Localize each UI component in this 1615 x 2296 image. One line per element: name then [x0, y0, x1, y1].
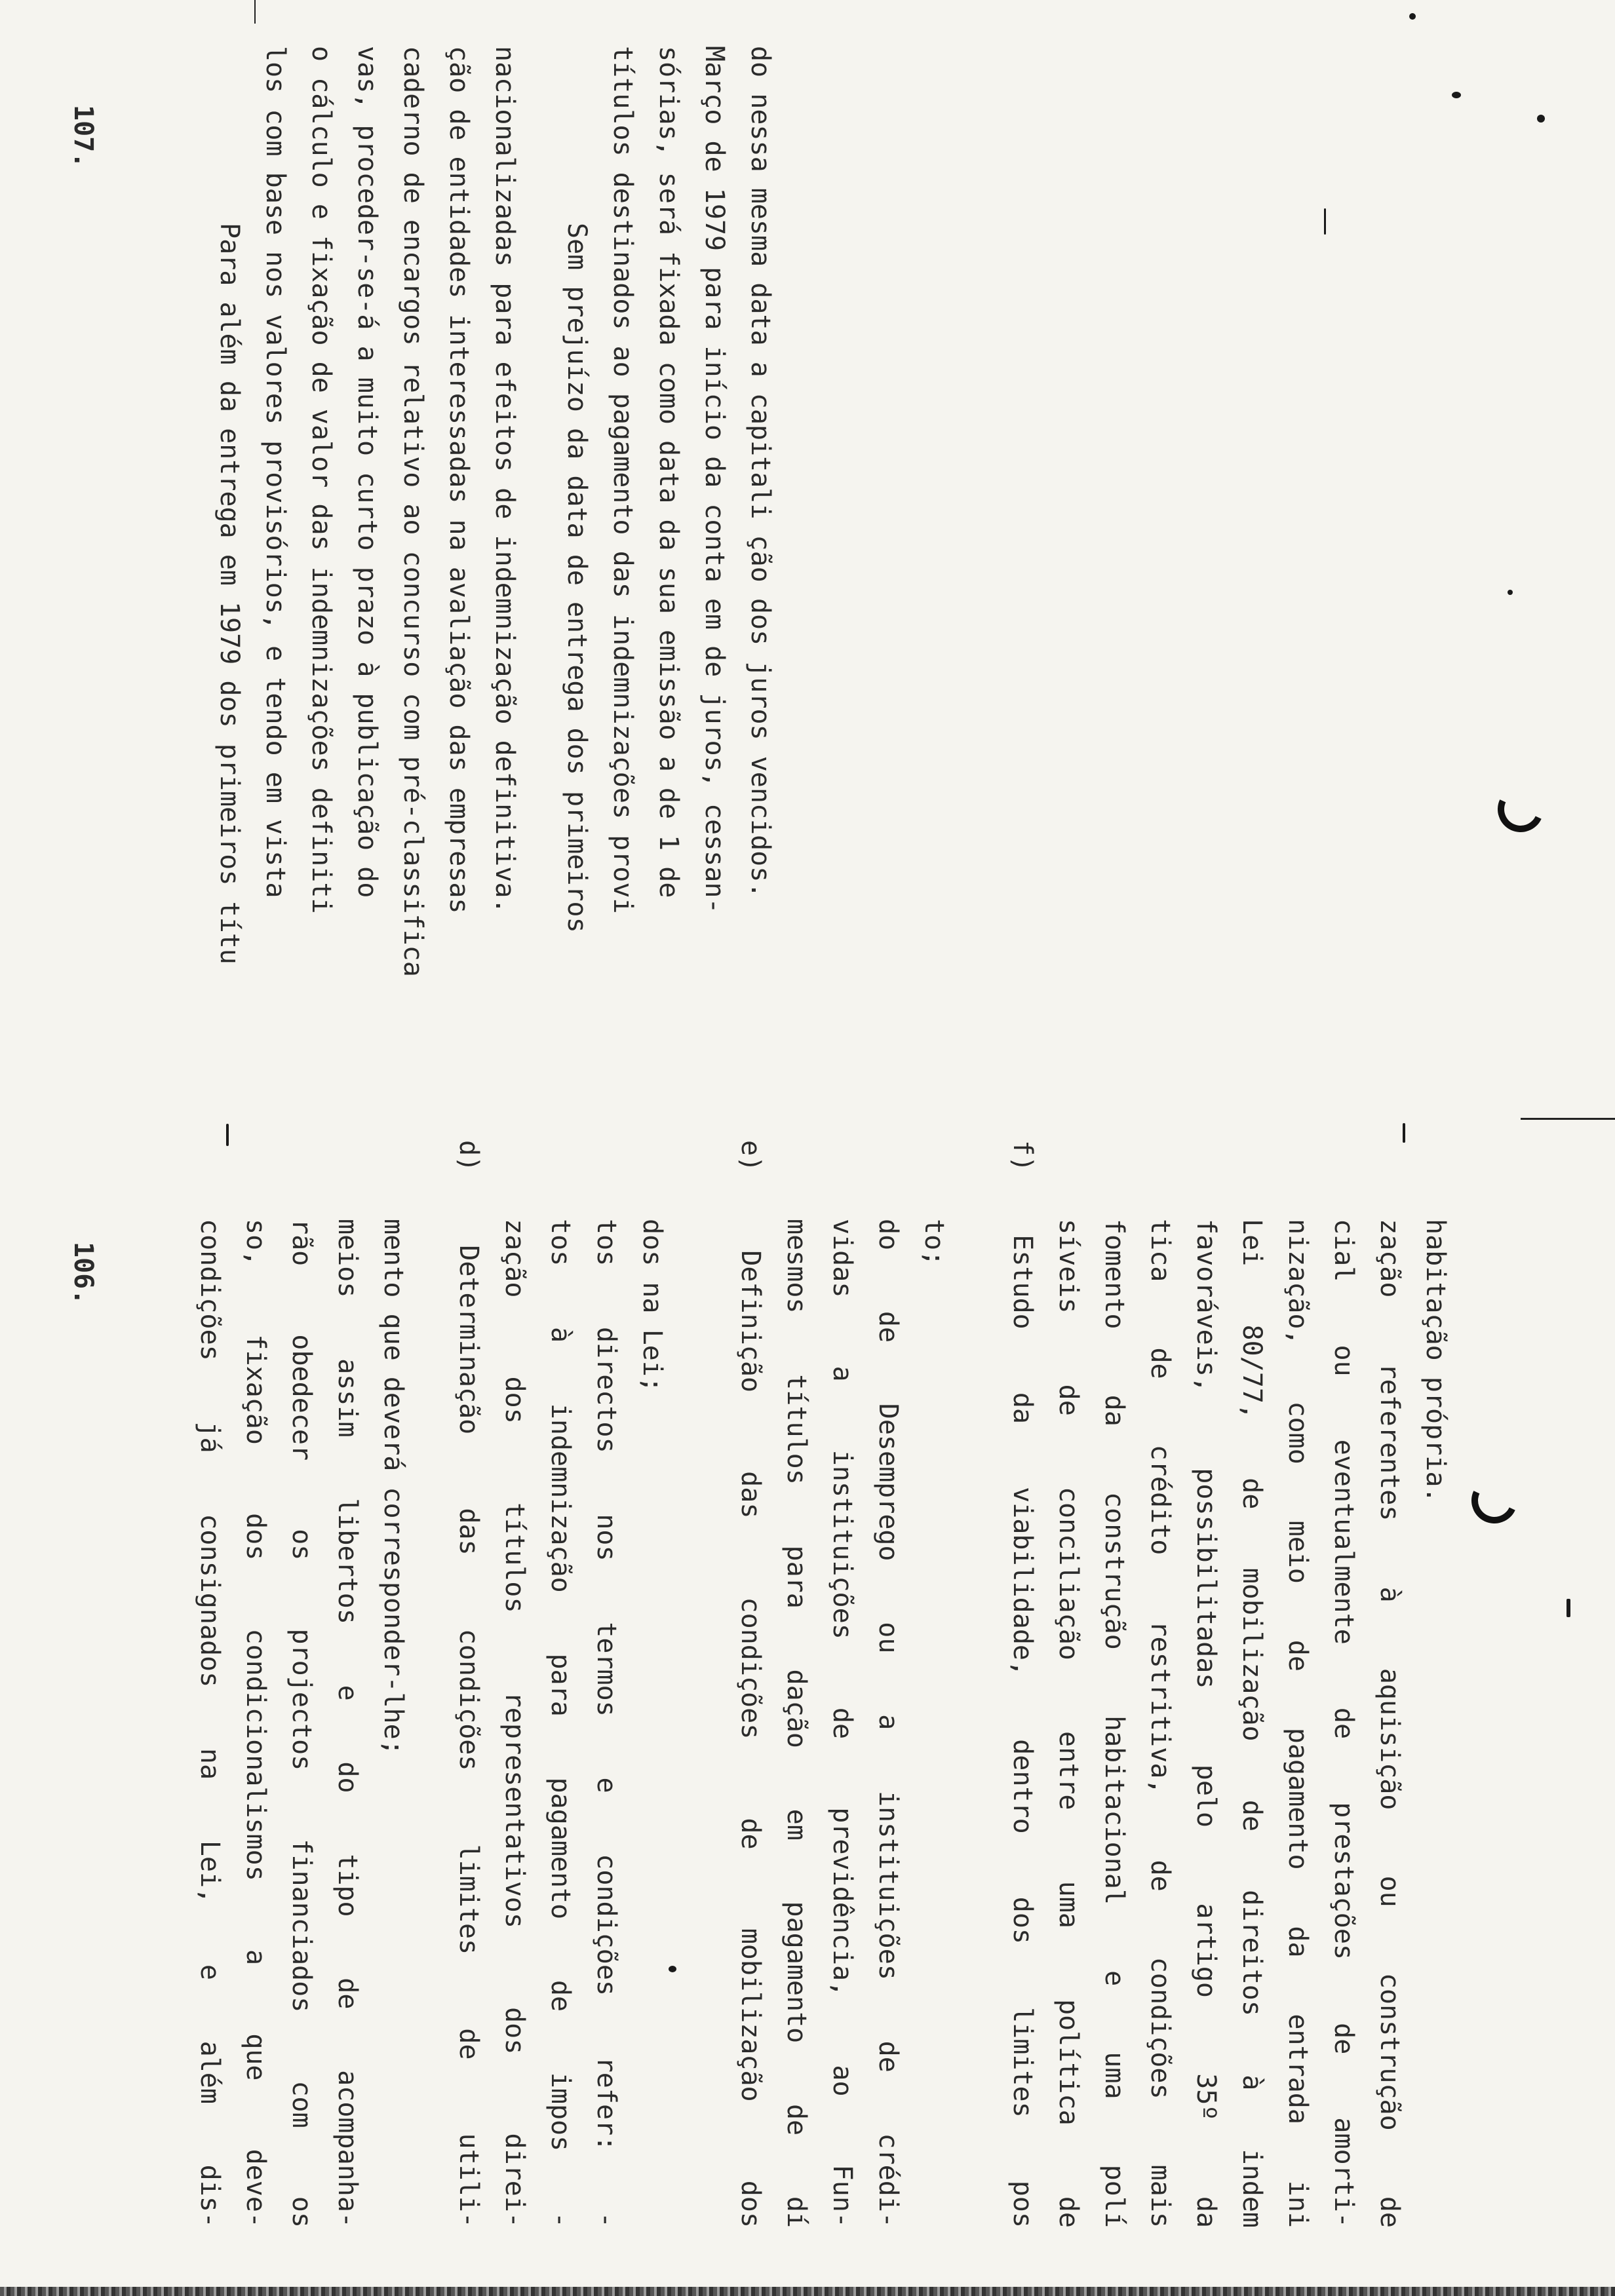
item-d-line: dos na Lei;	[637, 1219, 667, 1392]
text-line: nacionalizadas para efeitos de indemnização definitiva.	[490, 46, 520, 914]
text-line: o cálculo e fixação de valor das indemnizações definiti	[306, 46, 336, 914]
item-d-line: tos directos nos termos e condições refer: -	[591, 1219, 621, 2228]
text-line: do nessa mesma data a capitali ção dos juros vencidos.	[745, 46, 775, 898]
text-line: caderno de encargos relativo ao concurso com pré-classifica	[398, 46, 428, 977]
item-e-line: vidas a instituições de previdência, ao Fun-	[827, 1219, 857, 2228]
text-line: meios assim libertos e do tipo de acompanha-	[332, 1219, 362, 2228]
text-line: los com base nos valores provisórios, e tendo em vista	[260, 46, 290, 898]
item-d-line: d) Determinação das condições limites de utili-	[454, 1140, 484, 2228]
text-line: Sem prejuízo da data de entrega dos primeiros	[562, 223, 592, 933]
dust-speck	[669, 1966, 676, 1972]
dust-speck	[1537, 115, 1545, 123]
page-number-106: 106.	[68, 1242, 98, 1305]
text-line: títulos destinados ao pagamento das indemnizações provi	[608, 46, 638, 914]
item-e-line: mesmos títulos para dação em pagamento de dí	[781, 1219, 811, 2228]
text-line: Março de 1979 para início da conta em de juros, cessan-	[699, 46, 730, 914]
item-e-line: do de Desemprego ou a instituições de crédi-	[873, 1219, 903, 2228]
item-f-line: tica de crédito restritiva, de condições mais	[1145, 1219, 1175, 2228]
dust-speck	[1324, 208, 1326, 235]
text-line: ção de entidades interessadas na avaliação das empresas	[444, 46, 474, 914]
text-line: mento que deverá corresponder-lhe;	[378, 1219, 408, 1755]
text-line: vas, proceder-se-á a muito curto prazo à publicação do	[352, 46, 382, 898]
text-line: condições já consignados na Lei, e além dis-	[195, 1219, 225, 2228]
item-f-line: Lei 80/77, de mobilização de direitos à indem	[1237, 1219, 1267, 2228]
text-line: Para além da entrega em 1979 dos primeiros títu	[214, 223, 244, 965]
page-number-107: 107.	[68, 105, 98, 168]
item-f-line: favoráveis, possibilitadas pelo artigo 35º da	[1191, 1219, 1221, 2228]
item-f-line: habitação própria.	[1420, 1219, 1450, 1503]
item-e-line: to;	[919, 1219, 949, 1267]
left-page-text	[0, 1219, 408, 2228]
right-page-paragraph-2	[334, 46, 775, 977]
dust-speck	[1566, 1599, 1570, 1617]
item-d	[226, 1140, 667, 2228]
punch-hole-mark	[1465, 1471, 1524, 1530]
text-line: sórias, será fixada como data da sua emissão a de 1 de	[653, 46, 684, 898]
dust-speck	[1409, 13, 1416, 20]
punch-hole-mark	[1491, 780, 1550, 839]
dust-speck	[1452, 92, 1461, 98]
right-page-paragraph-1	[0, 46, 520, 977]
item-f-line: f) Estudo da viabilidade, dentro dos limites pos	[1007, 1140, 1038, 2228]
fold-line	[1521, 1118, 1615, 1120]
text-line: so, fixação dos condicionalismos a que deve-	[241, 1219, 271, 2228]
item-f-line: nização, como meio de pagamento da entrada ini	[1283, 1219, 1313, 2228]
item-d-line: zação dos títulos representativos dos direi-	[499, 1219, 530, 2228]
dust-speck	[1403, 1123, 1405, 1143]
item-f-line: zação referentes à aquisição ou construção de	[1374, 1219, 1405, 2228]
item-f-line: fomento da construção habitacional e uma polí	[1099, 1219, 1129, 2228]
item-e-line: e) Definição das condições de mobilização dos	[735, 1140, 766, 2228]
dust-speck	[1508, 590, 1513, 595]
item-f-line: síveis de conciliação entre uma política de	[1053, 1219, 1083, 2228]
dust-speck	[226, 1124, 229, 1146]
item-f-line: cial ou eventualmente de prestações de amorti-	[1329, 1219, 1359, 2228]
text-line: rão obedecer os projectos financiados com os	[286, 1219, 317, 2228]
item-f	[583, 1140, 1450, 2228]
fold-line	[254, 0, 256, 24]
scan-bottom-edge	[0, 2287, 1615, 2296]
item-d-line: tos à indemnização para pagamento de impos -	[545, 1219, 575, 2228]
